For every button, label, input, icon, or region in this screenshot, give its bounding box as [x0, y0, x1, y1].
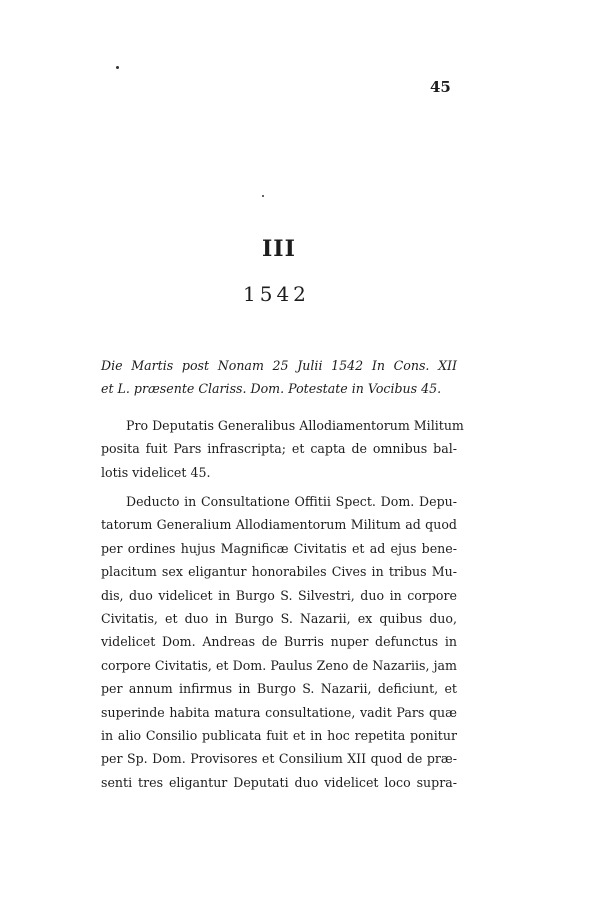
paragraph-line: lotis videlicet 45. — [101, 464, 211, 480]
document-number: III — [262, 236, 296, 262]
paragraph-line: per ordines hujus Magnificæ Civitatis et ad ejus bene- — [101, 540, 457, 556]
paragraph-deducto — [101, 490, 457, 794]
session-heading — [101, 354, 457, 401]
heading-line: et L. præsente Clariss. Dom. Potestate in Vocibus 45. — [101, 381, 442, 397]
paragraph-line: tatorum Generalium Allodiamentorum Militum ad quod — [101, 517, 457, 533]
document-year: 1542 — [243, 282, 310, 306]
paragraph-line: dis, duo videlicet in Burgo S. Silvestri, duo in corpore — [101, 587, 457, 603]
paragraph-deputati — [101, 414, 464, 484]
paragraph-line: placitum sex eligantur honorabiles Cives in tribus Mu- — [101, 564, 457, 580]
paragraph-line: Civitatis, et duo in Burgo S. Nazarii, ex quibus duo, — [101, 611, 457, 627]
paragraph-line: corpore Civitatis, et Dom. Paulus Zeno de Nazariis, jam — [101, 657, 457, 673]
paragraph-line: superinde habita matura consultatione, vadit Pars quæ — [101, 704, 457, 720]
paragraph-line: in alio Consilio publicata fuit et in hoc repetita ponitur — [101, 728, 457, 744]
paragraph-line: videlicet Dom. Andreas de Burris nuper defunctus in — [101, 634, 457, 650]
page-number: 45 — [430, 78, 451, 96]
print-speck — [116, 66, 119, 69]
paragraph-line: per annum infirmus in Burgo S. Nazarii, deficiunt, et — [101, 681, 457, 697]
heading-line: Die Martis post Nonam 25 Julii 1542 In Cons. XII — [101, 358, 457, 373]
paragraph-line: Pro Deputatis Generalibus Allodiamentorum Militum — [126, 418, 464, 433]
paragraph-line: posita fuit Pars infrascripta; et capta de omnibus bal- — [101, 441, 457, 457]
print-speck — [262, 195, 264, 197]
paragraph-line: per Sp. Dom. Provisores et Consilium XII quod de præ- — [101, 751, 457, 767]
paragraph-line: Deducto in Consultatione Offitii Spect. Dom. Depu- — [126, 494, 457, 509]
paragraph-line: senti tres eligantur Deputati duo videlicet loco supra- — [101, 774, 457, 790]
